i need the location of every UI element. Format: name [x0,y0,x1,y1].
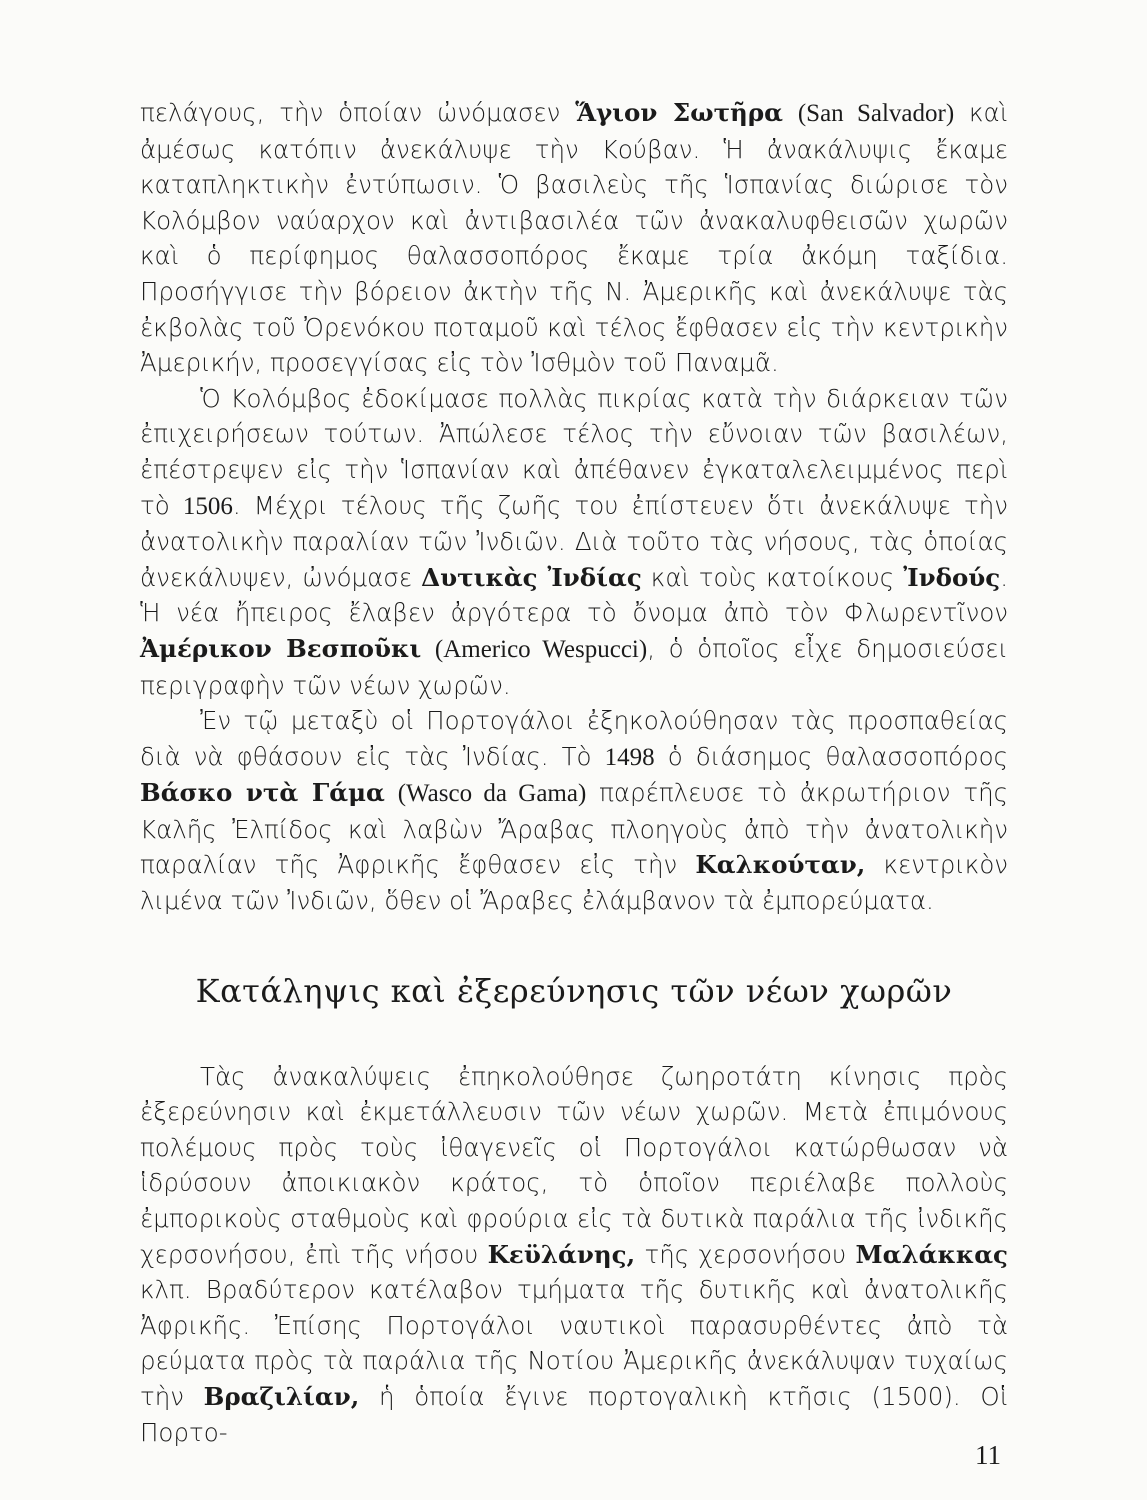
text-run: παρέπλευσε τὸ ἀκρωτήριον τῆς Καλῆς Ἐλπίδος καὶ λαβὼν Ἄραβας πλοηγοὺς ἀπὸ τὴν ἀνατολικὴν παραλίαν τῆς Ἀφρικῆς ἔφθασεν εἰς τὴν [140,778,1008,880]
text-run: ὁ διάσημος θαλασσοπόρος [654,741,1008,771]
term-malakkas: Μαλάκκας [855,1239,1008,1269]
paragraph-exploration [140,1059,1008,1451]
text-run: καὶ ἀμέσως κατόπιν ἀνεκάλυψε τὴν Κούβαν. Ἡ ἀνακάλυψις ἔκαμε καταπληκτικὴν ἐντύπωσιν. Ὁ βασιλεὺς τῆς Ἱσπανίας διώρισε τὸν Κολόμβον ναύαρχον καὶ ἀντιβασιλέα τῶν ἀνακαλυφθεισῶν χωρῶν καὶ ὁ περίφημος θαλασσοπόρος ἔκαμε τρία ἀκόμη ταξίδια. Προσήγγισε τὴν βόρειον ἀκτὴν τῆς Ν. Ἀμερικῆς καὶ ἀνεκάλυψε τὰς ἐκβολὰς τοῦ Ὀρενόκου ποταμοῦ καὶ τέλος ἔφθασεν εἰς τὴν κεντρικὴν Ἀμερικήν, προσεγγίσας εἰς τὸν Ἰσθμὸν τοῦ Παναμᾶ. [140,98,1008,378]
year-1498: 1498 [604,743,655,771]
term-vasko-nta-gama: Βάσκο ντὰ Γάμα [140,778,385,808]
text-run: τῆς χερσονήσου [635,1239,856,1269]
page-number: 11 [975,1440,1001,1470]
paragraph-columbus-voyages [140,95,1008,381]
term-kalkoutan: Καλκούταν, [695,850,866,880]
term-amerikon-vespouki: Ἀμέρικον Βεσποῦκι [140,633,422,663]
text-run: , ὁ ὁποῖος εἶχε δημοσιεύσει περιγραφὴν τῶν νέων χωρῶν. [140,633,1008,700]
term-san-salvador: (San Salvador) [797,100,955,127]
text-run: κλπ. Βραδύτερον κατέλαβον τμήματα τῆς δυτικῆς καὶ ἀνατολικῆς Ἀφρικῆς. Ἐπίσης Πορτογάλοι ναυτικοὶ παρασυρθέντες ἀπὸ τὰ ρεύματα πρὸς τὰ παράλια τῆς Νοτίου Ἀμερικῆς ἀνεκάλυψαν τυχαίως τὴν [140,1275,1008,1411]
term-keylanis: Κεϋλάνης, [487,1239,636,1269]
text-run: καὶ τοὺς κατοίκους [641,562,904,592]
page-content [140,95,1008,1450]
paragraph-portuguese-voyages [140,703,1008,919]
text-run: Τὰς ἀνακαλύψεις ἐπηκολούθησε ζωηροτάτη κίνησις πρὸς ἐξερεύνησιν καὶ ἐκμετάλλευσιν τῶν νέων χωρῶν. Μετὰ ἐπιμόνους πολέμους πρὸς τοὺς ἰθαγενεῖς οἱ Πορτογάλοι κατώρθωσαν νὰ ἱδρύσουν ἀποικιακὸν κράτος, τὸ ὁποῖον περιέλαβε πολλοὺς ἐμπορικοὺς σταθμοὺς καὶ φρούρια εἰς τὰ δυτικὰ παράλια τῆς ἰνδικῆς χερσονήσου, ἐπὶ τῆς νήσου [140,1061,1008,1269]
term-indous: Ἰνδούς [903,562,1001,592]
term-agion-sotira: Ἅγιον Σωτῆρα [575,98,784,127]
text-run: ἡ ὁποία ἔγινε πορτογαλικὴ κτῆσις (1500). Οἱ Πορτο- [140,1382,1008,1447]
text-run: Ἐν τῷ μεταξὺ οἱ Πορτογάλοι ἐξηκολούθησαν τὰς προσπαθείας διὰ νὰ φθάσουν εἰς τὰς Ἰνδίας. Τὸ [140,706,1008,771]
text-run [385,778,398,807]
text-run [421,634,435,663]
text-run: κεντρικὸν λιμένα τῶν Ἰνδιῶν, ὅθεν οἱ Ἄραβες ἐλάμβανον τὰ ἐμπορεύματα. [140,850,1008,916]
text-run: πελάγους, τὴν ὁποίαν ὠνόμασεν [140,98,576,127]
year-1506: 1506 [182,492,233,520]
text-run: . Ἡ νέα ἤπειρος ἔλαβεν ἀργότερα τὸ ὄνομα ἀπὸ τὸν Φλωρεντῖνον [140,562,1009,628]
text-run: Ὁ Κολόμβος ἐδοκίμασε πολλὰς πικρίας κατὰ τὴν διάρκειαν τῶν ἐπιχειρήσεων τούτων. Ἀπώλεσε τέλος τὴν εὔνοιαν τῶν βασιλέων, ἐπέστρεψεν εἰς τὴν Ἱσπανίαν καὶ ἀπέθανεν ἐγκαταλελειμμένος περὶ τὸ [140,383,1008,520]
section-heading: Κατάληψις καὶ ἐξερεύνησις τῶν νέων χωρῶν [195,971,953,1010]
text-run: . Μέχρι τέλους τῆς ζωῆς του ἐπίστευεν ὅτι ἀνεκάλυψε τὴν ἀνατολικὴν παραλίαν τῶν Ἰνδιῶν. Διὰ τοῦτο τὰς νήσους, τὰς ὁποίας ἀνεκάλυψεν, ὠνόμασε [140,490,1008,592]
term-vrazilian: Βραζιλίαν, [203,1382,360,1411]
text-run [783,98,798,127]
term-dytikas-indias: Δυτικὰς Ἰνδίας [421,562,642,592]
paragraph-columbus-death [140,381,1008,703]
term-wasco-da-gama: (Wasco da Gama) [397,780,587,808]
term-americo-wespucci: (Americo Wespucci) [434,635,648,663]
